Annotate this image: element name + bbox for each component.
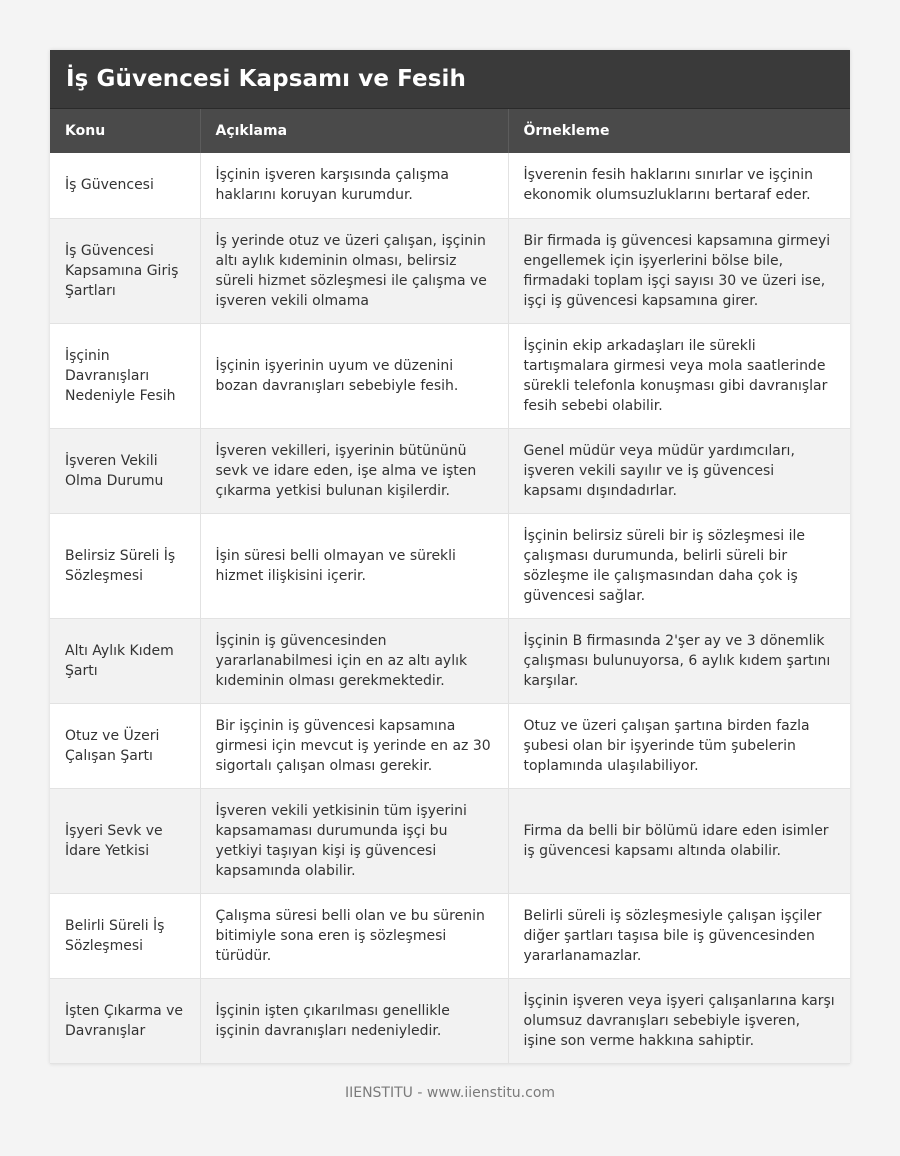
table-row [50,618,850,703]
topic-cell: İşyeri Sevk ve İdare Yetkisi [50,788,200,893]
topic-cell: Belirsiz Süreli İş Sözleşmesi [50,513,200,618]
example-cell: Firma da belli bir bölümü idare eden isimler iş güvencesi kapsamı altında olabilir. [508,788,850,893]
page-title: İş Güvencesi Kapsamı ve Fesih [66,66,466,92]
topic-cell: İş Güvencesi [50,153,200,218]
description-cell: İşin süresi belli olmayan ve sürekli hizmet ilişkisini içerir. [200,513,508,618]
example-cell: İşçinin işveren veya işyeri çalışanlarına karşı olumsuz davranışları sebebiyle işveren, işine son verme hakkına sahiptir. [508,978,850,1063]
topic-cell: İşveren Vekili Olma Durumu [50,428,200,513]
table-card [50,50,850,1064]
topic-cell: İşten Çıkarma ve Davranışlar [50,978,200,1063]
header-row [50,109,850,153]
table-row [50,513,850,618]
topic-cell: Belirli Süreli İş Sözleşmesi [50,893,200,978]
description-cell: İşçinin işveren karşısında çalışma haklarını koruyan kurumdur. [200,153,508,218]
description-cell: Çalışma süresi belli olan ve bu sürenin bitimiyle sona eren iş sözleşmesi türüdür. [200,893,508,978]
description-cell: İşveren vekili yetkisinin tüm işyerini kapsamaması durumunda işçi bu yetkiyi taşıyan kişi iş güvencesi kapsamında olabilir. [200,788,508,893]
example-cell: İşçinin ekip arkadaşları ile sürekli tartışmalara girmesi veya mola saatlerinde sürekli telefonla konuşması gibi davranışlar fesih sebebi olabilir. [508,323,850,428]
example-cell: İşçinin belirsiz süreli bir iş sözleşmesi ile çalışması durumunda, belirli süreli bir sözleşme ile çalışmasından daha çok iş güvencesi sağlar. [508,513,850,618]
description-cell: İşçinin işyerinin uyum ve düzenini bozan davranışları sebebiyle fesih. [200,323,508,428]
description-cell: İşçinin işten çıkarılması genellikle işçinin davranışları nedeniyledir. [200,978,508,1063]
description-cell: Bir işçinin iş güvencesi kapsamına girmesi için mevcut iş yerinde en az 30 sigortalı çalışan olması gerekir. [200,703,508,788]
topic-cell: İş Güvencesi Kapsamına Giriş Şartları [50,218,200,323]
description-cell: İşçinin iş güvencesinden yararlanabilmesi için en az altı aylık kıdeminin olması gerekmektedir. [200,618,508,703]
table-row [50,153,850,218]
topic-cell: Altı Aylık Kıdem Şartı [50,618,200,703]
table-row [50,323,850,428]
title-bar [50,50,850,109]
topic-cell: Otuz ve Üzeri Çalışan Şartı [50,703,200,788]
description-cell: İş yerinde otuz ve üzeri çalışan, işçinin altı aylık kıdeminin olması, belirsiz süreli hizmet sözleşmesi ile çalışma ve işveren vekili olmama [200,218,508,323]
header-topic: Konu [50,109,200,153]
topic-cell: İşçinin Davranışları Nedeniyle Fesih [50,323,200,428]
footer-credit: IIENSTITU - www.iienstitu.com [344,1085,556,1101]
example-cell: Bir firmada iş güvencesi kapsamına girmeyi engellemek için işyerlerini bölse bile, firmadaki toplam işçi sayısı 30 ve üzeri ise, işçi iş güvencesi kapsamına girer. [508,218,850,323]
description-cell: İşveren vekilleri, işyerinin bütününü sevk ve idare eden, işe alma ve işten çıkarma yetkisi bulunan kişilerdir. [200,428,508,513]
example-cell: İşçinin B firmasında 2'şer ay ve 3 dönemlik çalışması bulunuyorsa, 6 aylık kıdem şartını karşılar. [508,618,850,703]
table-row [50,893,850,978]
example-cell: İşverenin fesih haklarını sınırlar ve işçinin ekonomik olumsuzluklarını bertaraf eder. [508,153,850,218]
header-description: Açıklama [200,109,508,153]
content-table [50,109,850,1064]
table-row [50,428,850,513]
example-cell: Otuz ve üzeri çalışan şartına birden fazla şubesi olan bir işyerinde tüm şubelerin toplamında ulaşılabiliyor. [508,703,850,788]
table-row [50,788,850,893]
example-cell: Genel müdür veya müdür yardımcıları, işveren vekili sayılır ve iş güvencesi kapsamı dışındadırlar. [508,428,850,513]
header-example: Örnekleme [508,109,850,153]
example-cell: Belirli süreli iş sözleşmesiyle çalışan işçiler diğer şartları taşısa bile iş güvencesinden yararlanamazlar. [508,893,850,978]
table-row [50,703,850,788]
table-row [50,978,850,1063]
table-row [50,218,850,323]
